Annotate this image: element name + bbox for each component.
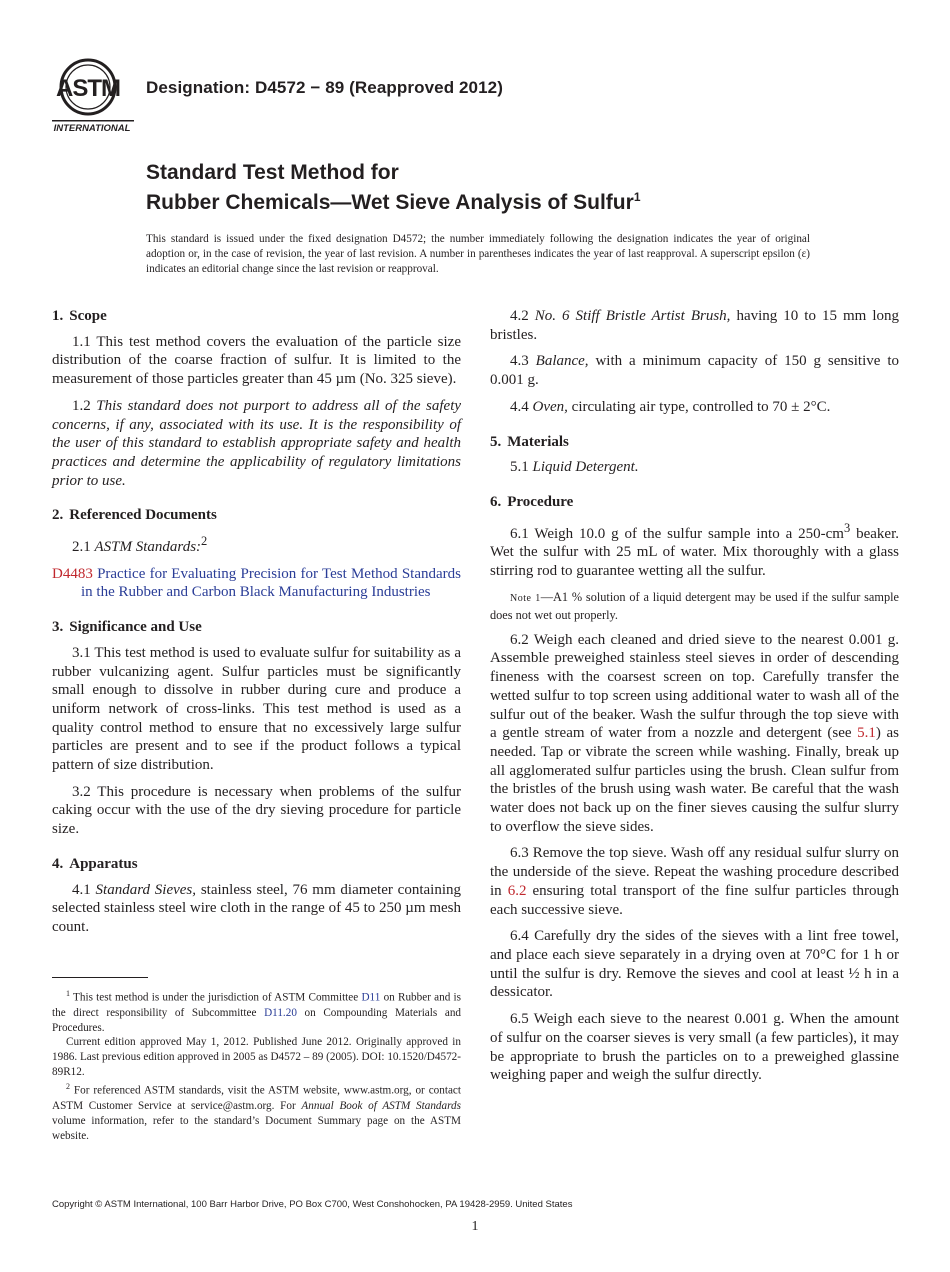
paragraph-4-1: 4.1 Standard Sieves, stainless steel, 76 mm diameter containing selected stainless steel wire cloth in the range of 45 to 250 µm mesh count. bbox=[52, 881, 461, 935]
page-number: 1 bbox=[471, 1219, 479, 1234]
paragraph-4-2: 4.2 No. 6 Stiff Bristle Artist Brush, having 10 to 15 mm long bristles. bbox=[490, 308, 899, 343]
doc-title-link[interactable]: Practice for Evaluating Precision for Test Method Standards in the Rubber and Carbon Black Manufacturing Industries bbox=[81, 565, 461, 601]
doc-code-link[interactable]: D4483 bbox=[52, 565, 93, 582]
footnote-1: $^1$ This test method is under the jurisdiction of ASTM Committee D11 on Rubber and is the direct responsibility of Subcommittee D11.20 on Compounding Materials and Procedures. bbox=[52, 989, 462, 1034]
document-title bbox=[146, 160, 641, 215]
copyright: Copyright © ASTM International, 100 Barr Harbor Drive, PO Box C700, West Conshohocken, PA 19428-2959. United States bbox=[52, 1199, 573, 1210]
astm-logo bbox=[50, 56, 136, 136]
paragraph-6-1: 6.1 Weigh 10.0 g of the sulfur sample into a $250-cm^3$ beaker. Wet the sulfur with 25 mL of water. Mix thoroughly with a glass stirring rod to guarantee wetting all the sulfur. bbox=[490, 520, 899, 580]
ref-link-5-1[interactable]: 5.1 bbox=[857, 725, 876, 742]
paragraph-6-3: 6.3 Remove the top sieve. Wash off any residual sulfur slurry on the underside of the sieve. Repeat the washing procedure described in 6.2 ensuring total transport of the fine sulfur particles through each successive sieve. bbox=[490, 845, 900, 918]
section-heading-procedure: 6. Procedure bbox=[490, 493, 574, 510]
section-heading-scope: 1. Scope bbox=[52, 308, 107, 324]
paragraph-3-1: 3.1 This test method is used to evaluate sulfur for suitability as a rubber vulcanizing agent. Sulfur particles must be significantly small enough to dissolve in rubber during cure and produce a uniform network of cross-links. This test method is used as a quality control method to ensure that no excessively large sulfur particles are present and to see if the product follows a typical pattern of size distribution. bbox=[52, 644, 461, 774]
section-heading-referenced-documents: 2. Referenced Documents bbox=[52, 507, 217, 524]
title-footnote-mark: 1 bbox=[633, 190, 641, 204]
committee-d11-link[interactable]: D11 bbox=[361, 991, 381, 1004]
paragraph-1-1: 1.1 This test method covers the evaluation of the particle size distribution of the coarse fraction of sulfur. It is limited to the measurement of those particles greater than 45 µm (No. 325 sieve). bbox=[52, 333, 461, 388]
paragraph-1-2: 1.2 This standard does not purport to address all of the safety concerns, if any, associated with its use. It is the responsibility of the user of this standard to establish appropriate safety and health practices and determine the applicability of regulatory limitations prior to use. bbox=[52, 397, 462, 489]
footnotes bbox=[52, 987, 461, 1144]
logo-subtext: INTERNATIONAL bbox=[53, 123, 131, 134]
paragraph-6-2: 6.2 Weigh each cleaned and dried sieve to the nearest 0.001 g. Assemble preweighed stainless steel sieves in order of descending fineness with the coarsest screen on top. Carefully transfer the wetted sulfur to top screen using additional water to wash all of the sulfur out of the beaker. Wash the sulfur through the top sieve with a gentle stream of water from a nozzle and detergent (see 5.1) as needed. Tap or vibrate the screen while washing. Finally, break up all agglomerated sulfur particles using the brush. Clean sulfur from the bristles of the brush using wash water. Be careful that the wash water does not back up on the finer sieves causing the sulfur slurry to overflow the sieve sides. bbox=[490, 631, 900, 835]
section-heading-significance: 3. Significance and Use bbox=[52, 619, 202, 636]
paragraph-6-4: 6.4 Carefully dry the sides of the sieves with a lint free towel, and place each sieve separately in a drying oven at 70°C for 1 h or until the sulfur is dry. Remove the sieves and cool at least ½ h in a dessicator. bbox=[490, 928, 899, 1001]
designation: Designation: D4572 − 89 (Reapproved 2012) bbox=[146, 78, 503, 97]
footnote-divider bbox=[52, 977, 148, 978]
title-line-2: Rubber Chemicals—Wet Sieve Analysis of Sulfur$^1$ bbox=[146, 190, 641, 214]
logo-text: ASTM bbox=[56, 75, 120, 102]
paragraph-5-1: 5.1 Liquid Detergent. bbox=[510, 459, 639, 476]
referenced-document-d4483[interactable] bbox=[52, 565, 461, 602]
standard-notice: This standard is issued under the fixed designation D4572; the number immediately following the designation indicates the year of original adoption or, in the case of revision, the year of last revision. A number in parentheses indicates the year of last reapproval. A superscript epsilon (ε) indicates an editorial change since the last revision or reapproval. bbox=[146, 233, 810, 275]
section-heading-apparatus: 4. Apparatus bbox=[52, 855, 138, 872]
footnote-2: $^2$ For referenced ASTM standards, visit the ASTM website, www.astm.org, or contact ASTM Customer Service at service@astm.org. For Annual Book of ASTM Standards volume information, refer to the standard’s Document Summary page on the ASTM website. bbox=[52, 1082, 461, 1142]
title-line-1: Standard Test Method for bbox=[146, 161, 399, 184]
paragraph-3-2: 3.2 This procedure is necessary when problems of the sulfur caking occur with the use of the dry sieving procedure for particle size. bbox=[52, 783, 461, 838]
footnote-1-edition: Current edition approved May 1, 2012. Published June 2012. Originally approved in 1986. Last previous edition approved in 2005 as D4572 – 89 (2005). DOI: 10.1520/D4572-89R12. bbox=[52, 1036, 461, 1079]
paragraph-4-3: 4.3 Balance, with a minimum capacity of 150 g sensitive to 0.001 g. bbox=[490, 353, 899, 389]
note-1: Note 1—A1 % solution of a liquid detergent may be used if the sulfur sample does not wet out properly. bbox=[490, 589, 899, 622]
ref-link-6-2[interactable]: 6.2 bbox=[507, 882, 527, 899]
section-heading-materials: 5. Materials bbox=[490, 433, 569, 450]
left-column bbox=[52, 307, 461, 945]
paragraph-4-4: 4.4 Oven, circulating air type, controlled to 70 ± 2°C. bbox=[510, 398, 831, 415]
subcommittee-d11-20-link[interactable]: D11.20 bbox=[264, 1006, 297, 1019]
paragraph-6-5: 6.5 Weigh each sieve to the nearest 0.001 g. When the amount of sulfur on the coarser sieves is very small (a few particles), it may be appropriate to brush the particles on to a preweighed glassine weighing paper and weigh the sulfur directly. bbox=[490, 1011, 899, 1084]
paragraph-2-1: 2.1 ASTM Standards:$^2$ bbox=[72, 534, 208, 556]
right-column bbox=[490, 307, 899, 1093]
